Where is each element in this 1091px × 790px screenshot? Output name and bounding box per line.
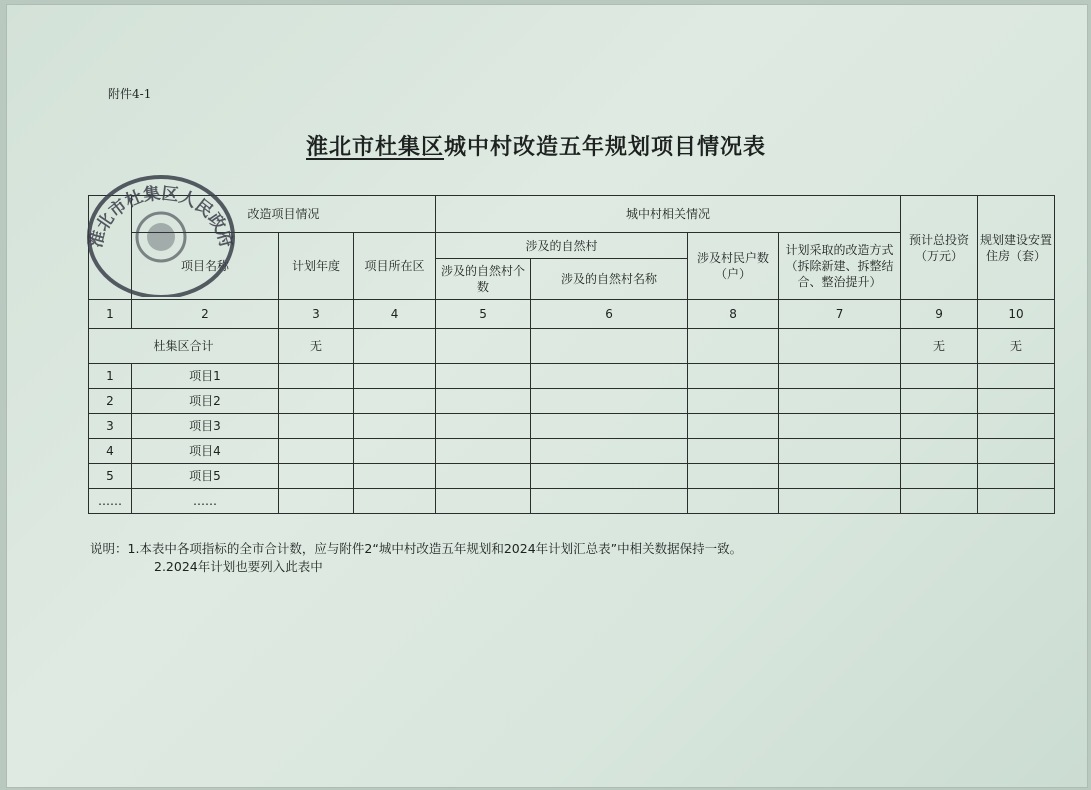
column-number-row <box>89 300 1055 329</box>
row-number: …… <box>89 489 132 514</box>
row-project-name: 项目3 <box>132 414 279 439</box>
title-rest: 城中村改造五年规划项目情况表 <box>444 135 767 160</box>
col-number: 3 <box>279 300 354 329</box>
total-housing: 无 <box>978 329 1055 364</box>
table-row <box>89 439 1055 464</box>
header-method: 计划采取的改造方式（拆除新建、拆整结合、整治提升） <box>779 233 901 300</box>
header-investment: 预计总投资（万元） <box>901 196 978 300</box>
header-group-project: 改造项目情况 <box>132 196 436 233</box>
col-number: 6 <box>531 300 688 329</box>
table-row <box>89 489 1055 514</box>
header-village-names: 涉及的自然村名称 <box>531 259 688 300</box>
note-line-2: 2.2024年计划也要列入此表中 <box>154 559 323 574</box>
table-row <box>89 364 1055 389</box>
header-housing: 规划建设安置住房（套） <box>978 196 1055 300</box>
title-district: 淮北市杜集区 <box>306 135 445 160</box>
header-group-village: 城中村相关情况 <box>436 196 901 233</box>
col-number: 5 <box>436 300 531 329</box>
header-district: 项目所在区 <box>354 233 436 300</box>
row-project-name: 项目4 <box>132 439 279 464</box>
attachment-label: 附件4-1 <box>108 87 152 101</box>
row-number: 3 <box>89 414 132 439</box>
page-title <box>306 130 766 161</box>
col-number: 10 <box>978 300 1055 329</box>
notes <box>90 540 742 576</box>
header-village-count: 涉及的自然村个数 <box>436 259 531 300</box>
note-line-1: 说明：1.本表中各项指标的全市合计数，应与附件2“城中村改造五年规划和2024年计划汇总表”中相关数据保持一致。 <box>90 541 743 556</box>
col-number: 7 <box>779 300 901 329</box>
col-number: 9 <box>901 300 978 329</box>
col-number: 2 <box>132 300 279 329</box>
table-row <box>89 389 1055 414</box>
header-project-name: 项目名称 <box>132 233 279 300</box>
document-page <box>6 4 1088 788</box>
col-number: 4 <box>354 300 436 329</box>
header-natural-village: 涉及的自然村 <box>436 233 688 259</box>
row-number: 5 <box>89 464 132 489</box>
row-number: 1 <box>89 364 132 389</box>
total-plan-year: 无 <box>279 329 354 364</box>
row-project-name: …… <box>132 489 279 514</box>
row-project-name: 项目1 <box>132 364 279 389</box>
header-households: 涉及村民户数（户） <box>688 233 779 300</box>
row-number: 4 <box>89 439 132 464</box>
table-row <box>89 414 1055 439</box>
col-number: 1 <box>89 300 132 329</box>
total-investment: 无 <box>901 329 978 364</box>
row-project-name: 项目5 <box>132 464 279 489</box>
total-label: 杜集区合计 <box>89 329 279 364</box>
seal-text: 淮北市杜集区人民政府 <box>86 183 236 250</box>
col-number: 8 <box>688 300 779 329</box>
row-number: 2 <box>89 389 132 414</box>
project-table <box>88 195 1055 514</box>
total-row <box>89 329 1055 364</box>
table-row <box>89 464 1055 489</box>
row-project-name: 项目2 <box>132 389 279 414</box>
header-corner <box>89 196 132 300</box>
header-plan-year: 计划年度 <box>279 233 354 300</box>
